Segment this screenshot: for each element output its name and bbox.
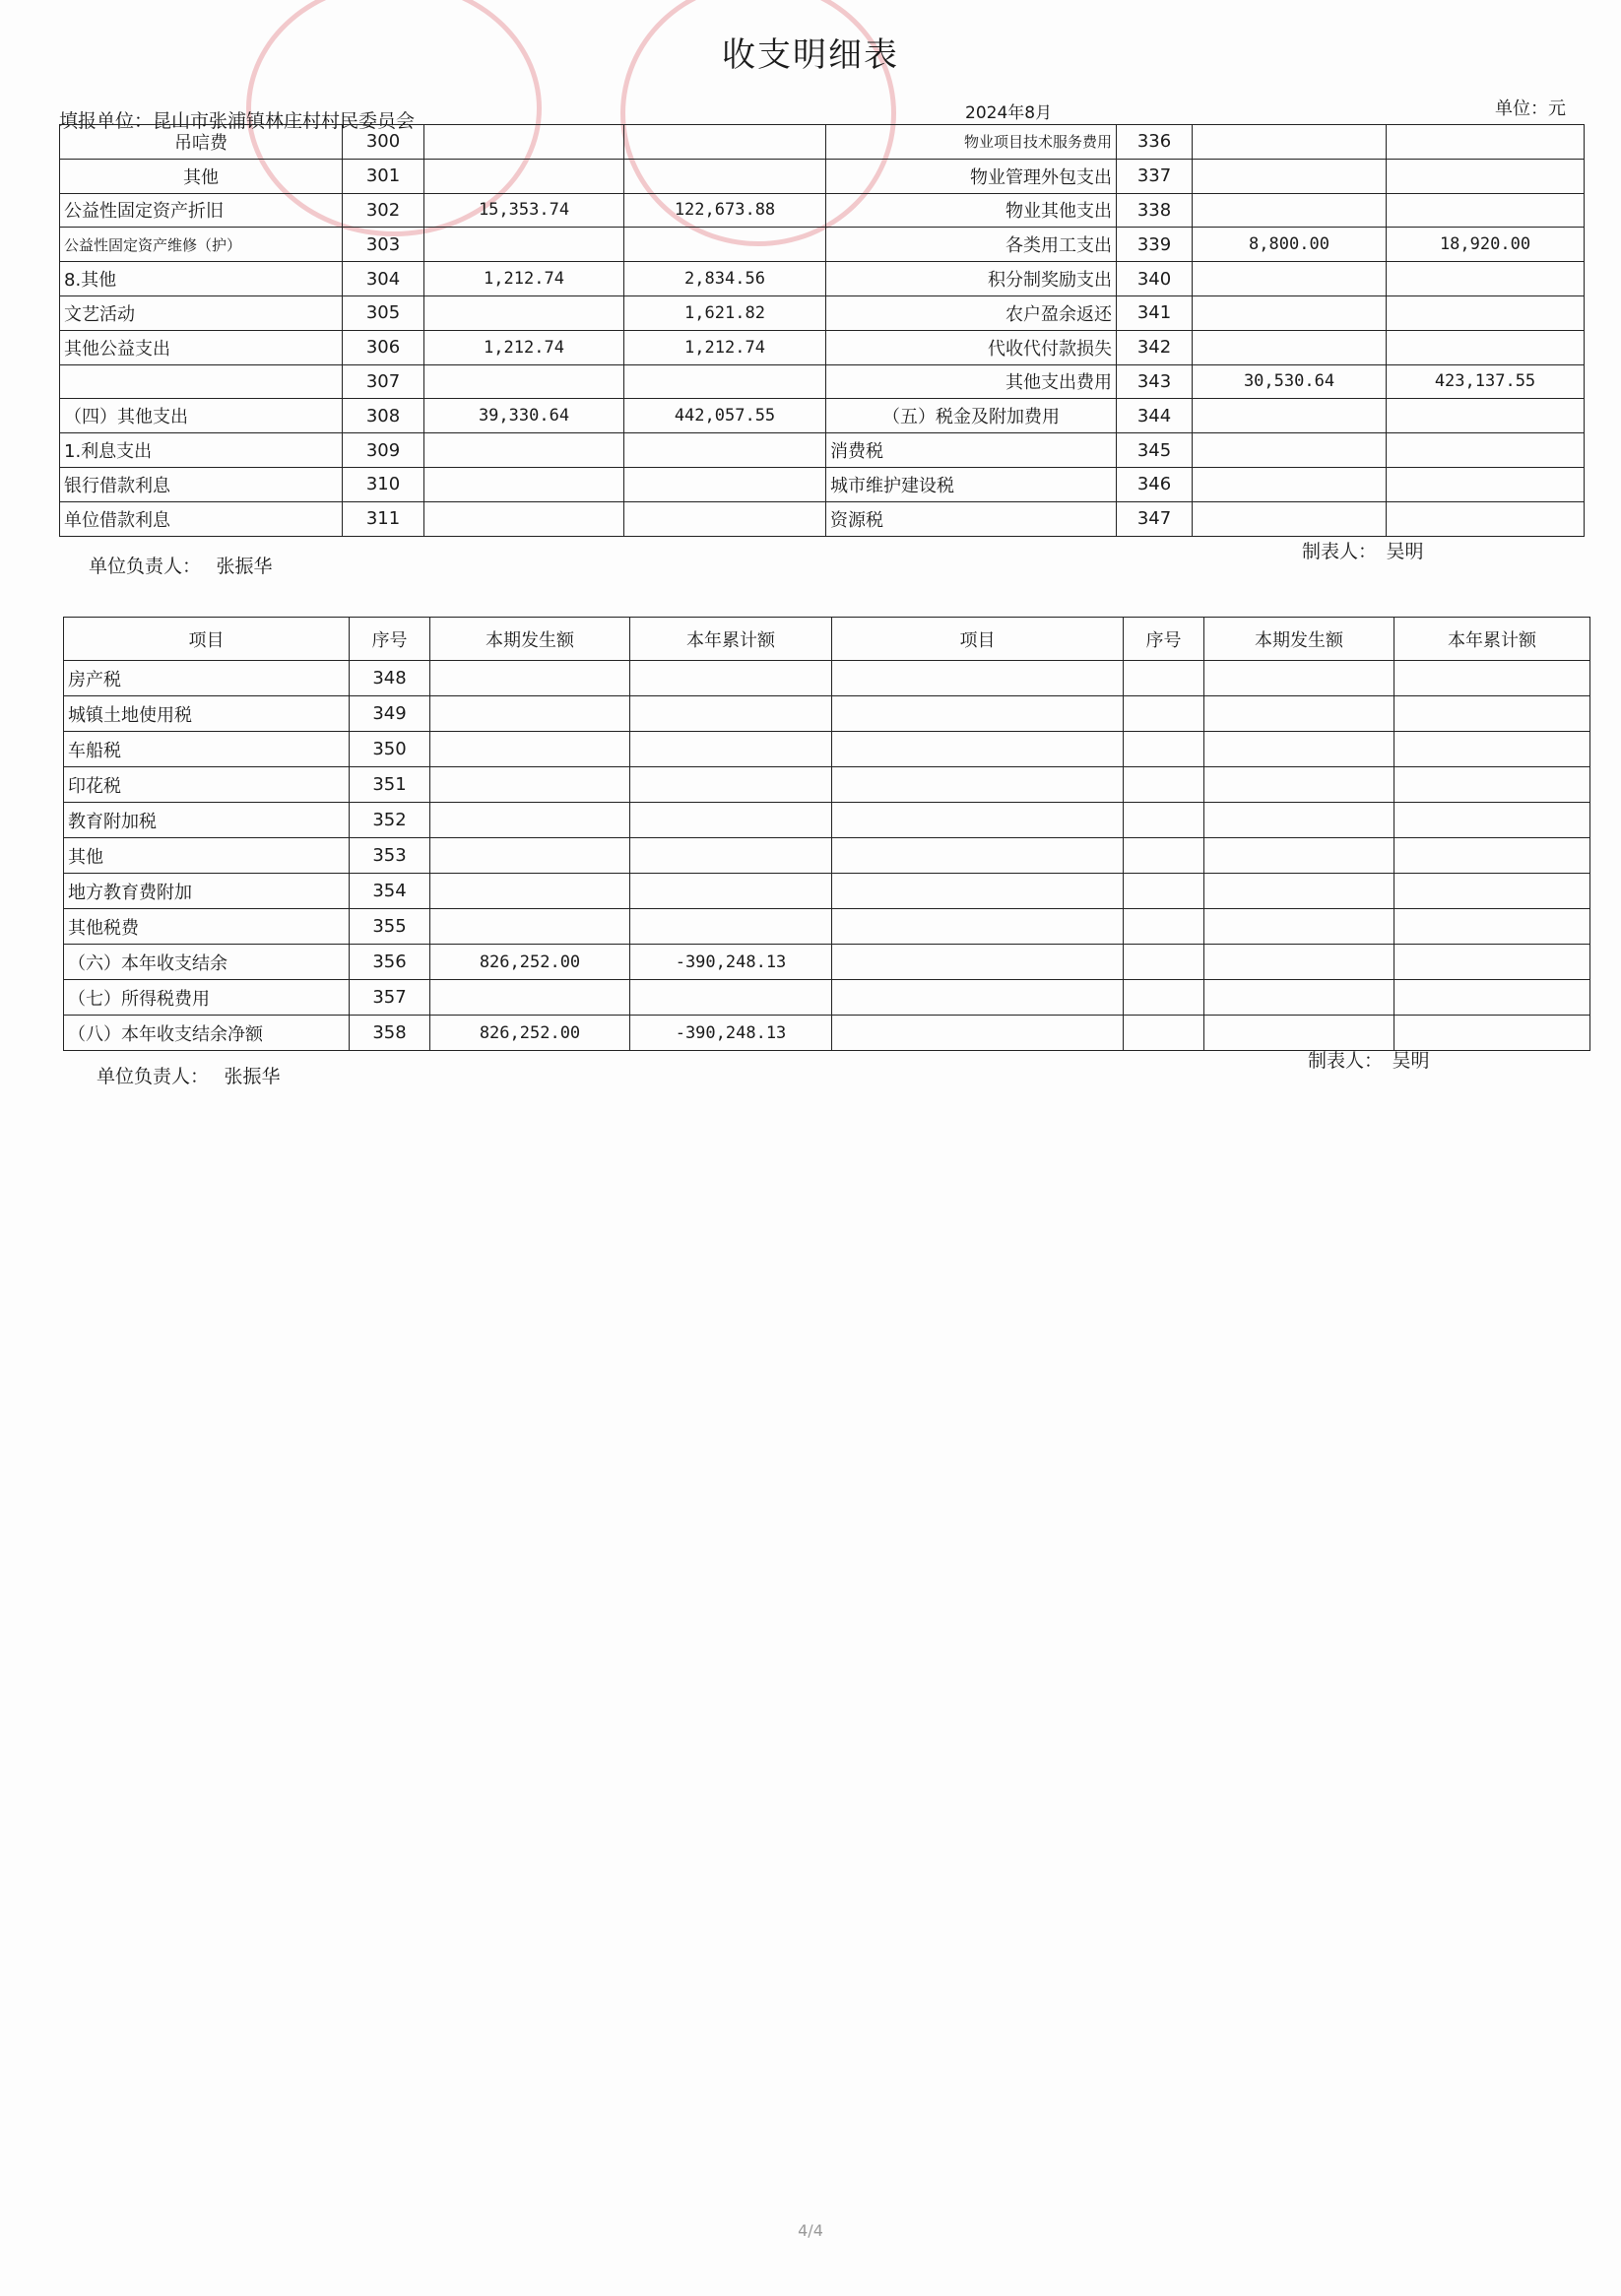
- right-ytd-amount-cell: [1394, 838, 1590, 874]
- right-item-cell: （五）税金及附加费用: [826, 399, 1117, 433]
- right-seq-cell: 346: [1117, 467, 1193, 501]
- seq-cell: 355: [350, 909, 430, 945]
- right-item-cell: 代收代付款损失: [826, 330, 1117, 364]
- current-amount-cell: [430, 767, 630, 803]
- right-seq-cell: 345: [1117, 433, 1193, 468]
- left-item-cell: 其他: [60, 159, 343, 193]
- left-seq-cell: 306: [343, 330, 424, 364]
- ytd-amount-cell: [630, 874, 832, 909]
- left-current-amount-cell: [424, 433, 624, 468]
- table-row: [60, 125, 1585, 160]
- right-item-cell: 农户盈余返还: [826, 295, 1117, 330]
- item-cell: 其他税费: [64, 909, 350, 945]
- current-amount-cell: [430, 661, 630, 696]
- expense-detail-table-2: [63, 617, 1590, 1051]
- right-item-cell: [832, 874, 1124, 909]
- right-ytd-amount-cell: [1387, 501, 1585, 536]
- right-seq-cell: [1124, 945, 1204, 980]
- right-ytd-amount-cell: [1394, 980, 1590, 1016]
- table-row: [64, 696, 1590, 732]
- right-item-cell: [832, 945, 1124, 980]
- current-amount-cell: [430, 980, 630, 1016]
- left-current-amount-cell: [424, 501, 624, 536]
- header-no-right: 序号: [1124, 618, 1204, 661]
- left-item-cell: 银行借款利息: [60, 467, 343, 501]
- right-item-cell: [832, 732, 1124, 767]
- table-header-row: [64, 618, 1590, 661]
- left-seq-cell: 309: [343, 433, 424, 468]
- table-row: [64, 767, 1590, 803]
- page-title: 收支明细表: [722, 35, 899, 75]
- right-current-amount-cell: [1193, 295, 1387, 330]
- right-ytd-amount-cell: [1394, 874, 1590, 909]
- left-seq-cell: 302: [343, 193, 424, 228]
- table-row: [64, 838, 1590, 874]
- left-item-cell: 单位借款利息: [60, 501, 343, 536]
- right-current-amount-cell: [1193, 330, 1387, 364]
- right-item-cell: [832, 980, 1124, 1016]
- table-row: [64, 803, 1590, 838]
- table-row: [60, 193, 1585, 228]
- item-cell: （六）本年收支结余: [64, 945, 350, 980]
- left-item-cell: [60, 364, 343, 399]
- left-current-amount-cell: [424, 364, 624, 399]
- left-seq-cell: 301: [343, 159, 424, 193]
- table-row: [60, 262, 1585, 296]
- table1-footer-preparer: 制表人： 吴明: [1302, 541, 1424, 562]
- seq-cell: 351: [350, 767, 430, 803]
- report-period: 2024年8月: [965, 103, 1053, 123]
- left-seq-cell: 300: [343, 125, 424, 160]
- right-seq-cell: 337: [1117, 159, 1193, 193]
- expense-detail-table-1: [59, 124, 1585, 537]
- right-seq-cell: 343: [1117, 364, 1193, 399]
- right-seq-cell: 342: [1117, 330, 1193, 364]
- ytd-amount-cell: -390,248.13: [630, 945, 832, 980]
- right-current-amount-cell: [1204, 803, 1394, 838]
- right-current-amount-cell: [1204, 661, 1394, 696]
- left-item-cell: 文艺活动: [60, 295, 343, 330]
- right-seq-cell: [1124, 661, 1204, 696]
- current-amount-cell: 826,252.00: [430, 945, 630, 980]
- right-seq-cell: 340: [1117, 262, 1193, 296]
- right-current-amount-cell: [1204, 732, 1394, 767]
- right-seq-cell: [1124, 696, 1204, 732]
- right-item-cell: 城市维护建设税: [826, 467, 1117, 501]
- right-ytd-amount-cell: [1387, 262, 1585, 296]
- left-item-cell: 吊唁费: [60, 125, 343, 160]
- left-item-cell: 1.利息支出: [60, 433, 343, 468]
- right-ytd-amount-cell: 423,137.55: [1387, 364, 1585, 399]
- left-ytd-amount-cell: 122,673.88: [624, 193, 826, 228]
- table-row: [60, 467, 1585, 501]
- right-ytd-amount-cell: [1387, 330, 1585, 364]
- right-ytd-amount-cell: [1394, 909, 1590, 945]
- table-row: [64, 945, 1590, 980]
- item-cell: （七）所得税费用: [64, 980, 350, 1016]
- left-ytd-amount-cell: 442,057.55: [624, 399, 826, 433]
- ytd-amount-cell: [630, 767, 832, 803]
- left-current-amount-cell: [424, 159, 624, 193]
- right-ytd-amount-cell: [1387, 399, 1585, 433]
- seq-cell: 349: [350, 696, 430, 732]
- left-current-amount-cell: 15,353.74: [424, 193, 624, 228]
- right-ytd-amount-cell: [1387, 467, 1585, 501]
- left-seq-cell: 310: [343, 467, 424, 501]
- left-item-cell: 公益性固定资产折旧: [60, 193, 343, 228]
- right-current-amount-cell: [1204, 980, 1394, 1016]
- header-item-right: 项目: [832, 618, 1124, 661]
- ytd-amount-cell: [630, 696, 832, 732]
- right-item-cell: [832, 661, 1124, 696]
- right-ytd-amount-cell: [1394, 767, 1590, 803]
- ytd-amount-cell: [630, 732, 832, 767]
- left-seq-cell: 303: [343, 228, 424, 262]
- right-ytd-amount-cell: [1394, 945, 1590, 980]
- right-ytd-amount-cell: [1387, 433, 1585, 468]
- ytd-amount-cell: [630, 661, 832, 696]
- right-ytd-amount-cell: [1394, 803, 1590, 838]
- right-item-cell: 各类用工支出: [826, 228, 1117, 262]
- header-current: 本期发生额: [430, 618, 630, 661]
- current-amount-cell: [430, 732, 630, 767]
- left-ytd-amount-cell: [624, 159, 826, 193]
- left-current-amount-cell: [424, 228, 624, 262]
- right-item-cell: [832, 909, 1124, 945]
- current-amount-cell: [430, 909, 630, 945]
- table-row: [60, 364, 1585, 399]
- right-seq-cell: 341: [1117, 295, 1193, 330]
- right-item-cell: [832, 696, 1124, 732]
- right-current-amount-cell: 8,800.00: [1193, 228, 1387, 262]
- right-ytd-amount-cell: [1387, 159, 1585, 193]
- item-cell: 车船税: [64, 732, 350, 767]
- table-row: [64, 661, 1590, 696]
- table-row: [60, 295, 1585, 330]
- seq-cell: 357: [350, 980, 430, 1016]
- right-current-amount-cell: 30,530.64: [1193, 364, 1387, 399]
- right-seq-cell: 344: [1117, 399, 1193, 433]
- left-ytd-amount-cell: [624, 501, 826, 536]
- current-amount-cell: [430, 838, 630, 874]
- table-row: [64, 874, 1590, 909]
- left-ytd-amount-cell: 2,834.56: [624, 262, 826, 296]
- right-current-amount-cell: [1204, 838, 1394, 874]
- header-ytd-right: 本年累计额: [1394, 618, 1590, 661]
- right-ytd-amount-cell: [1394, 696, 1590, 732]
- right-current-amount-cell: [1193, 467, 1387, 501]
- right-current-amount-cell: [1204, 696, 1394, 732]
- current-amount-cell: [430, 803, 630, 838]
- right-item-cell: 资源税: [826, 501, 1117, 536]
- table-row: [60, 501, 1585, 536]
- right-seq-cell: 338: [1117, 193, 1193, 228]
- item-cell: （八）本年收支结余净额: [64, 1016, 350, 1051]
- right-seq-cell: [1124, 767, 1204, 803]
- right-seq-cell: [1124, 874, 1204, 909]
- seq-cell: 348: [350, 661, 430, 696]
- left-item-cell: （四）其他支出: [60, 399, 343, 433]
- item-cell: 城镇土地使用税: [64, 696, 350, 732]
- right-item-cell: [832, 1016, 1124, 1051]
- right-item-cell: [832, 803, 1124, 838]
- left-current-amount-cell: 1,212.74: [424, 330, 624, 364]
- header-current-right: 本期发生额: [1204, 618, 1394, 661]
- left-ytd-amount-cell: 1,212.74: [624, 330, 826, 364]
- right-current-amount-cell: [1204, 945, 1394, 980]
- right-ytd-amount-cell: [1394, 732, 1590, 767]
- currency-unit: 单位：元: [1495, 98, 1566, 119]
- seq-cell: 352: [350, 803, 430, 838]
- table2-footer-responsible: 单位负责人： 张振华: [97, 1066, 281, 1087]
- right-current-amount-cell: [1193, 501, 1387, 536]
- table-row: [64, 980, 1590, 1016]
- item-cell: 印花税: [64, 767, 350, 803]
- right-ytd-amount-cell: [1387, 193, 1585, 228]
- left-current-amount-cell: [424, 467, 624, 501]
- item-cell: 房产税: [64, 661, 350, 696]
- right-seq-cell: 339: [1117, 228, 1193, 262]
- item-cell: 其他: [64, 838, 350, 874]
- right-seq-cell: [1124, 838, 1204, 874]
- left-item-cell: 8.其他: [60, 262, 343, 296]
- left-seq-cell: 307: [343, 364, 424, 399]
- seq-cell: 354: [350, 874, 430, 909]
- left-ytd-amount-cell: [624, 364, 826, 399]
- right-item-cell: [832, 767, 1124, 803]
- ytd-amount-cell: -390,248.13: [630, 1016, 832, 1051]
- header-item: 项目: [64, 618, 350, 661]
- right-seq-cell: [1124, 980, 1204, 1016]
- right-current-amount-cell: [1204, 874, 1394, 909]
- left-seq-cell: 305: [343, 295, 424, 330]
- right-seq-cell: [1124, 1016, 1204, 1051]
- seq-cell: 353: [350, 838, 430, 874]
- right-item-cell: 物业其他支出: [826, 193, 1117, 228]
- left-seq-cell: 308: [343, 399, 424, 433]
- right-current-amount-cell: [1204, 909, 1394, 945]
- table1-footer-responsible: 单位负责人： 张振华: [89, 556, 273, 577]
- header-ytd: 本年累计额: [630, 618, 832, 661]
- right-ytd-amount-cell: [1387, 295, 1585, 330]
- right-current-amount-cell: [1193, 125, 1387, 160]
- left-seq-cell: 311: [343, 501, 424, 536]
- right-item-cell: 物业项目技术服务费用: [826, 125, 1117, 160]
- right-seq-cell: [1124, 909, 1204, 945]
- left-ytd-amount-cell: [624, 228, 826, 262]
- right-item-cell: 物业管理外包支出: [826, 159, 1117, 193]
- table-row: [60, 330, 1585, 364]
- right-ytd-amount-cell: [1394, 661, 1590, 696]
- right-current-amount-cell: [1193, 433, 1387, 468]
- page-number: 4/4: [798, 2221, 823, 2240]
- right-seq-cell: 336: [1117, 125, 1193, 160]
- current-amount-cell: 826,252.00: [430, 1016, 630, 1051]
- seq-cell: 350: [350, 732, 430, 767]
- right-current-amount-cell: [1193, 262, 1387, 296]
- current-amount-cell: [430, 874, 630, 909]
- right-seq-cell: [1124, 803, 1204, 838]
- right-current-amount-cell: [1193, 159, 1387, 193]
- right-seq-cell: [1124, 732, 1204, 767]
- header-no: 序号: [350, 618, 430, 661]
- left-seq-cell: 304: [343, 262, 424, 296]
- left-ytd-amount-cell: [624, 125, 826, 160]
- right-ytd-amount-cell: [1387, 125, 1585, 160]
- table-row: [64, 732, 1590, 767]
- seq-cell: 356: [350, 945, 430, 980]
- left-current-amount-cell: 39,330.64: [424, 399, 624, 433]
- seq-cell: 358: [350, 1016, 430, 1051]
- right-seq-cell: 347: [1117, 501, 1193, 536]
- right-item-cell: 消费税: [826, 433, 1117, 468]
- ytd-amount-cell: [630, 803, 832, 838]
- table-row: [60, 228, 1585, 262]
- reporting-unit: 填报单位：昆山市张浦镇林庄村村民委员会: [59, 110, 416, 132]
- table2-footer-preparer: 制表人： 吴明: [1308, 1050, 1430, 1072]
- table-row: [64, 909, 1590, 945]
- left-item-cell: 公益性固定资产维修（护）: [60, 228, 343, 262]
- right-current-amount-cell: [1204, 767, 1394, 803]
- right-item-cell: [832, 838, 1124, 874]
- right-item-cell: 其他支出费用: [826, 364, 1117, 399]
- right-ytd-amount-cell: 18,920.00: [1387, 228, 1585, 262]
- left-ytd-amount-cell: 1,621.82: [624, 295, 826, 330]
- ytd-amount-cell: [630, 909, 832, 945]
- item-cell: 地方教育费附加: [64, 874, 350, 909]
- left-current-amount-cell: 1,212.74: [424, 262, 624, 296]
- right-current-amount-cell: [1193, 399, 1387, 433]
- left-current-amount-cell: [424, 125, 624, 160]
- ytd-amount-cell: [630, 980, 832, 1016]
- table-row: [60, 399, 1585, 433]
- item-cell: 教育附加税: [64, 803, 350, 838]
- current-amount-cell: [430, 696, 630, 732]
- left-ytd-amount-cell: [624, 467, 826, 501]
- ytd-amount-cell: [630, 838, 832, 874]
- table-row: [60, 433, 1585, 468]
- left-ytd-amount-cell: [624, 433, 826, 468]
- left-item-cell: 其他公益支出: [60, 330, 343, 364]
- left-current-amount-cell: [424, 295, 624, 330]
- right-item-cell: 积分制奖励支出: [826, 262, 1117, 296]
- right-current-amount-cell: [1193, 193, 1387, 228]
- table-row: [60, 159, 1585, 193]
